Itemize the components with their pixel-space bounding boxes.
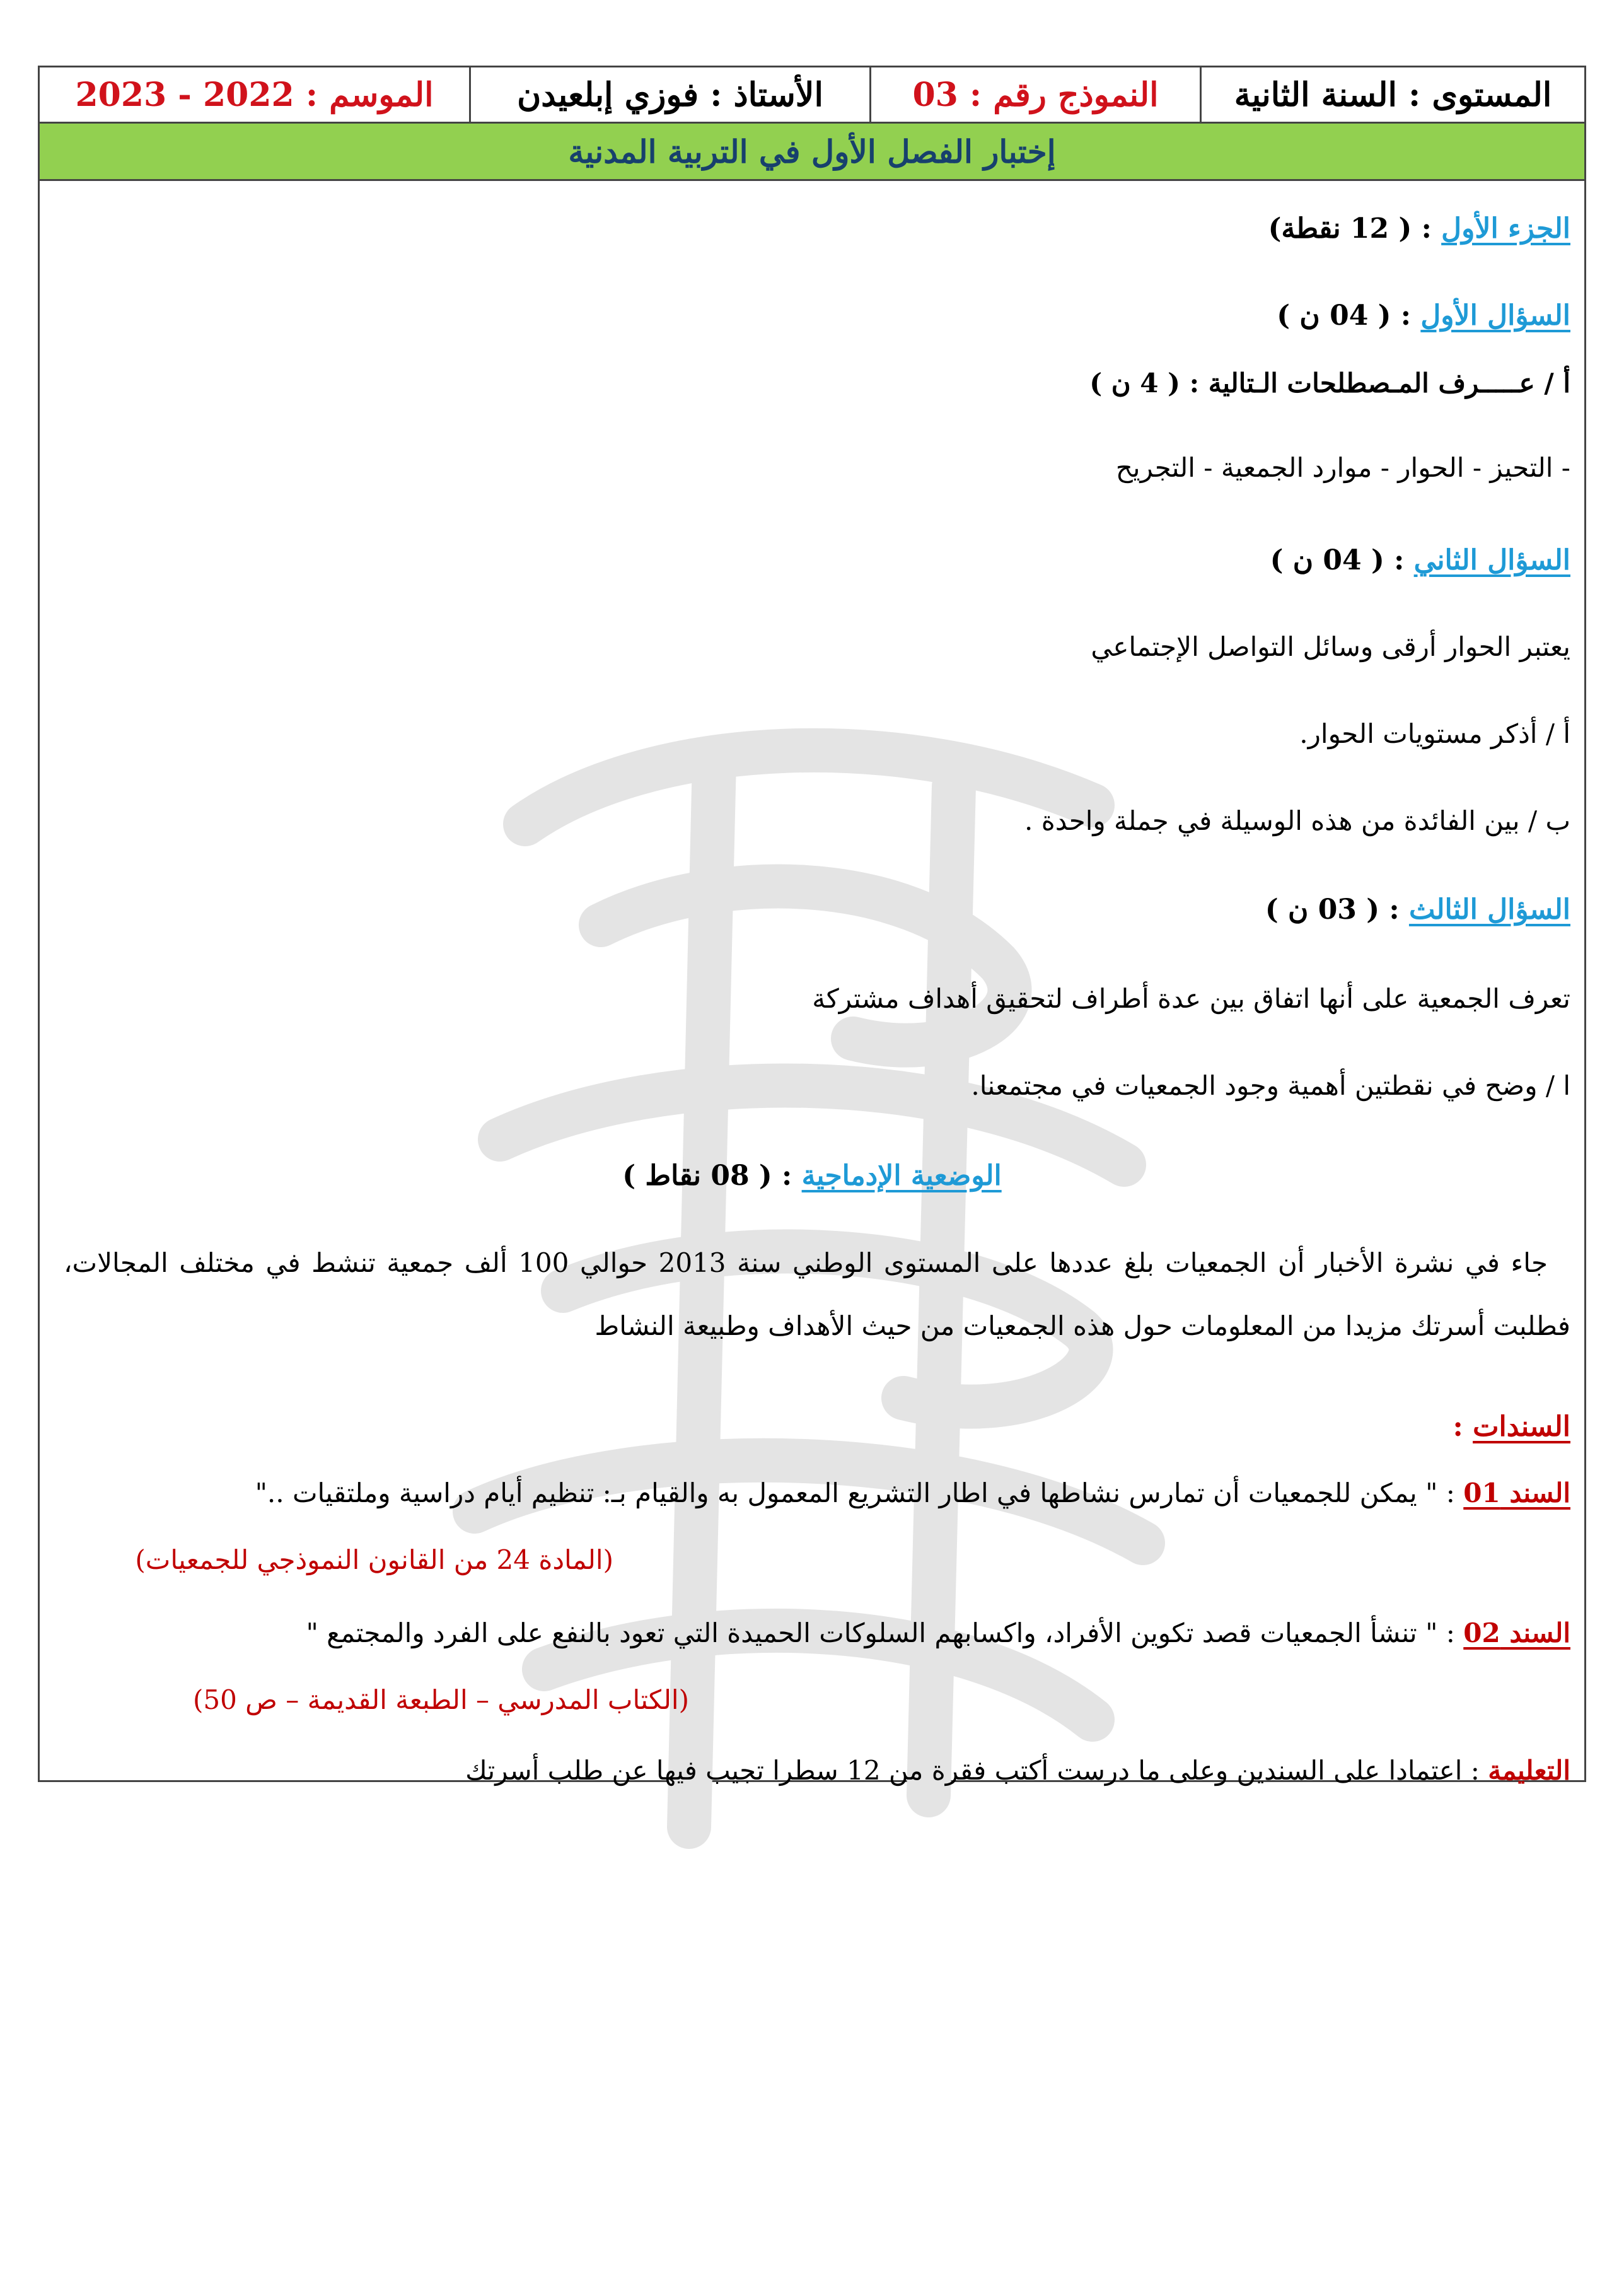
source2-text: : " تنشأ الجمعيات قصد تكوين الأفراد، واكسابهم السلوكات الحميدة التي تعود بالنفع على الفرد والمجتمع " (306, 1617, 1464, 1648)
source2-reference: (الكتاب المدرسي – الطبعة القديمة – ص 50) (192, 1684, 689, 1715)
integration-text: جاء في نشرة الأخبار أن الجمعيات بلغ عددها على المستوى الوطني سنة 2013 حوالي 100 ألف جمعية تنشط في مختلف المجالات، فطلبت أسرتك مزيدا من المعلومات حول هذه الجمعيات من حيث الأهداف وطبيعة النشاط (64, 1247, 1570, 1341)
q2-points: : ( 04 ن ) (1270, 544, 1414, 576)
integration-points: : ( 08 نقاط ) (622, 1160, 802, 1192)
source1-label: السند 01 (1463, 1477, 1570, 1508)
instruction-label: التعليمة (1488, 1755, 1570, 1786)
q1-instruction: أ / عـــــرف المـصطلحات الـتالية : ( 4 ن ) (1089, 368, 1570, 399)
source1 (255, 1477, 1570, 1509)
q3-label: السؤال الثالث (1408, 894, 1570, 926)
header-row (40, 67, 1584, 124)
integration-label: الوضعية الإدماجية (801, 1160, 1002, 1192)
sources-heading (1453, 1411, 1570, 1444)
q2-part-a: أ / أذكر مستويات الحوار. (1299, 718, 1570, 749)
source2 (306, 1617, 1570, 1649)
q3-part-a: ا / وضح في نقطتين أهمية وجود الجمعيات في مجتمعنا. (971, 1070, 1570, 1101)
exam-sheet (38, 66, 1586, 1786)
integration-heading (40, 1160, 1584, 1192)
part1-heading (1268, 213, 1570, 246)
level-cell: المستوى : السنة الثانية (1200, 67, 1584, 122)
part1-label: الجزء الأول (1441, 213, 1570, 245)
source2-label: السند 02 (1463, 1617, 1570, 1648)
q1-points: : ( 04 ن ) (1277, 300, 1421, 332)
part1-points: : ( 12 نقطة) (1268, 213, 1442, 245)
q3-heading (1265, 894, 1570, 927)
q2-statement: يعتبر الحوار أرقى وسائل التواصل الإجتماعي (1091, 631, 1570, 662)
instruction (465, 1755, 1570, 1786)
q1-heading (1277, 300, 1570, 333)
q1-label: السؤال الأول (1420, 300, 1570, 332)
source1-reference: (المادة 24 من القانون النموذجي للجمعيات) (135, 1544, 613, 1575)
model-cell: النموذج رقم : 03 (869, 67, 1200, 122)
q3-statement: تعرف الجمعية على أنها اتفاق بين عدة أطراف لتحقيق أهداف مشتركة (812, 983, 1570, 1014)
q2-part-b: ب / بين الفائدة من هذه الوسيلة في جملة واحدة . (1024, 805, 1570, 836)
q2-heading (1270, 544, 1570, 578)
q3-points: : ( 03 ن ) (1265, 894, 1409, 926)
instruction-text: : اعتمادا على السندين وعلى ما درست أكتب فقرة من 12 سطرا تجيب فيها عن طلب أسرتك (465, 1755, 1488, 1786)
sources-label: السندات (1473, 1411, 1570, 1443)
teacher-cell: الأستاذ : فوزي إبلعيدن (469, 67, 869, 122)
exam-title: إختبار الفصل الأول في التربية المدنية (40, 124, 1584, 181)
source1-text: : " يمكن للجمعيات أن تمارس نشاطها في اطار التشريع المعمول به والقيام بـ: تنظيم أيام دراسية وملتقيات .." (255, 1477, 1464, 1508)
q1-terms: - التحيز - الحوار - موارد الجمعية - التجريح (1115, 452, 1570, 483)
q2-label: السؤال الثاني (1413, 544, 1570, 576)
season-cell: الموسم : 2022 - 2023 (75, 75, 434, 114)
sources-colon: : (1453, 1411, 1473, 1443)
